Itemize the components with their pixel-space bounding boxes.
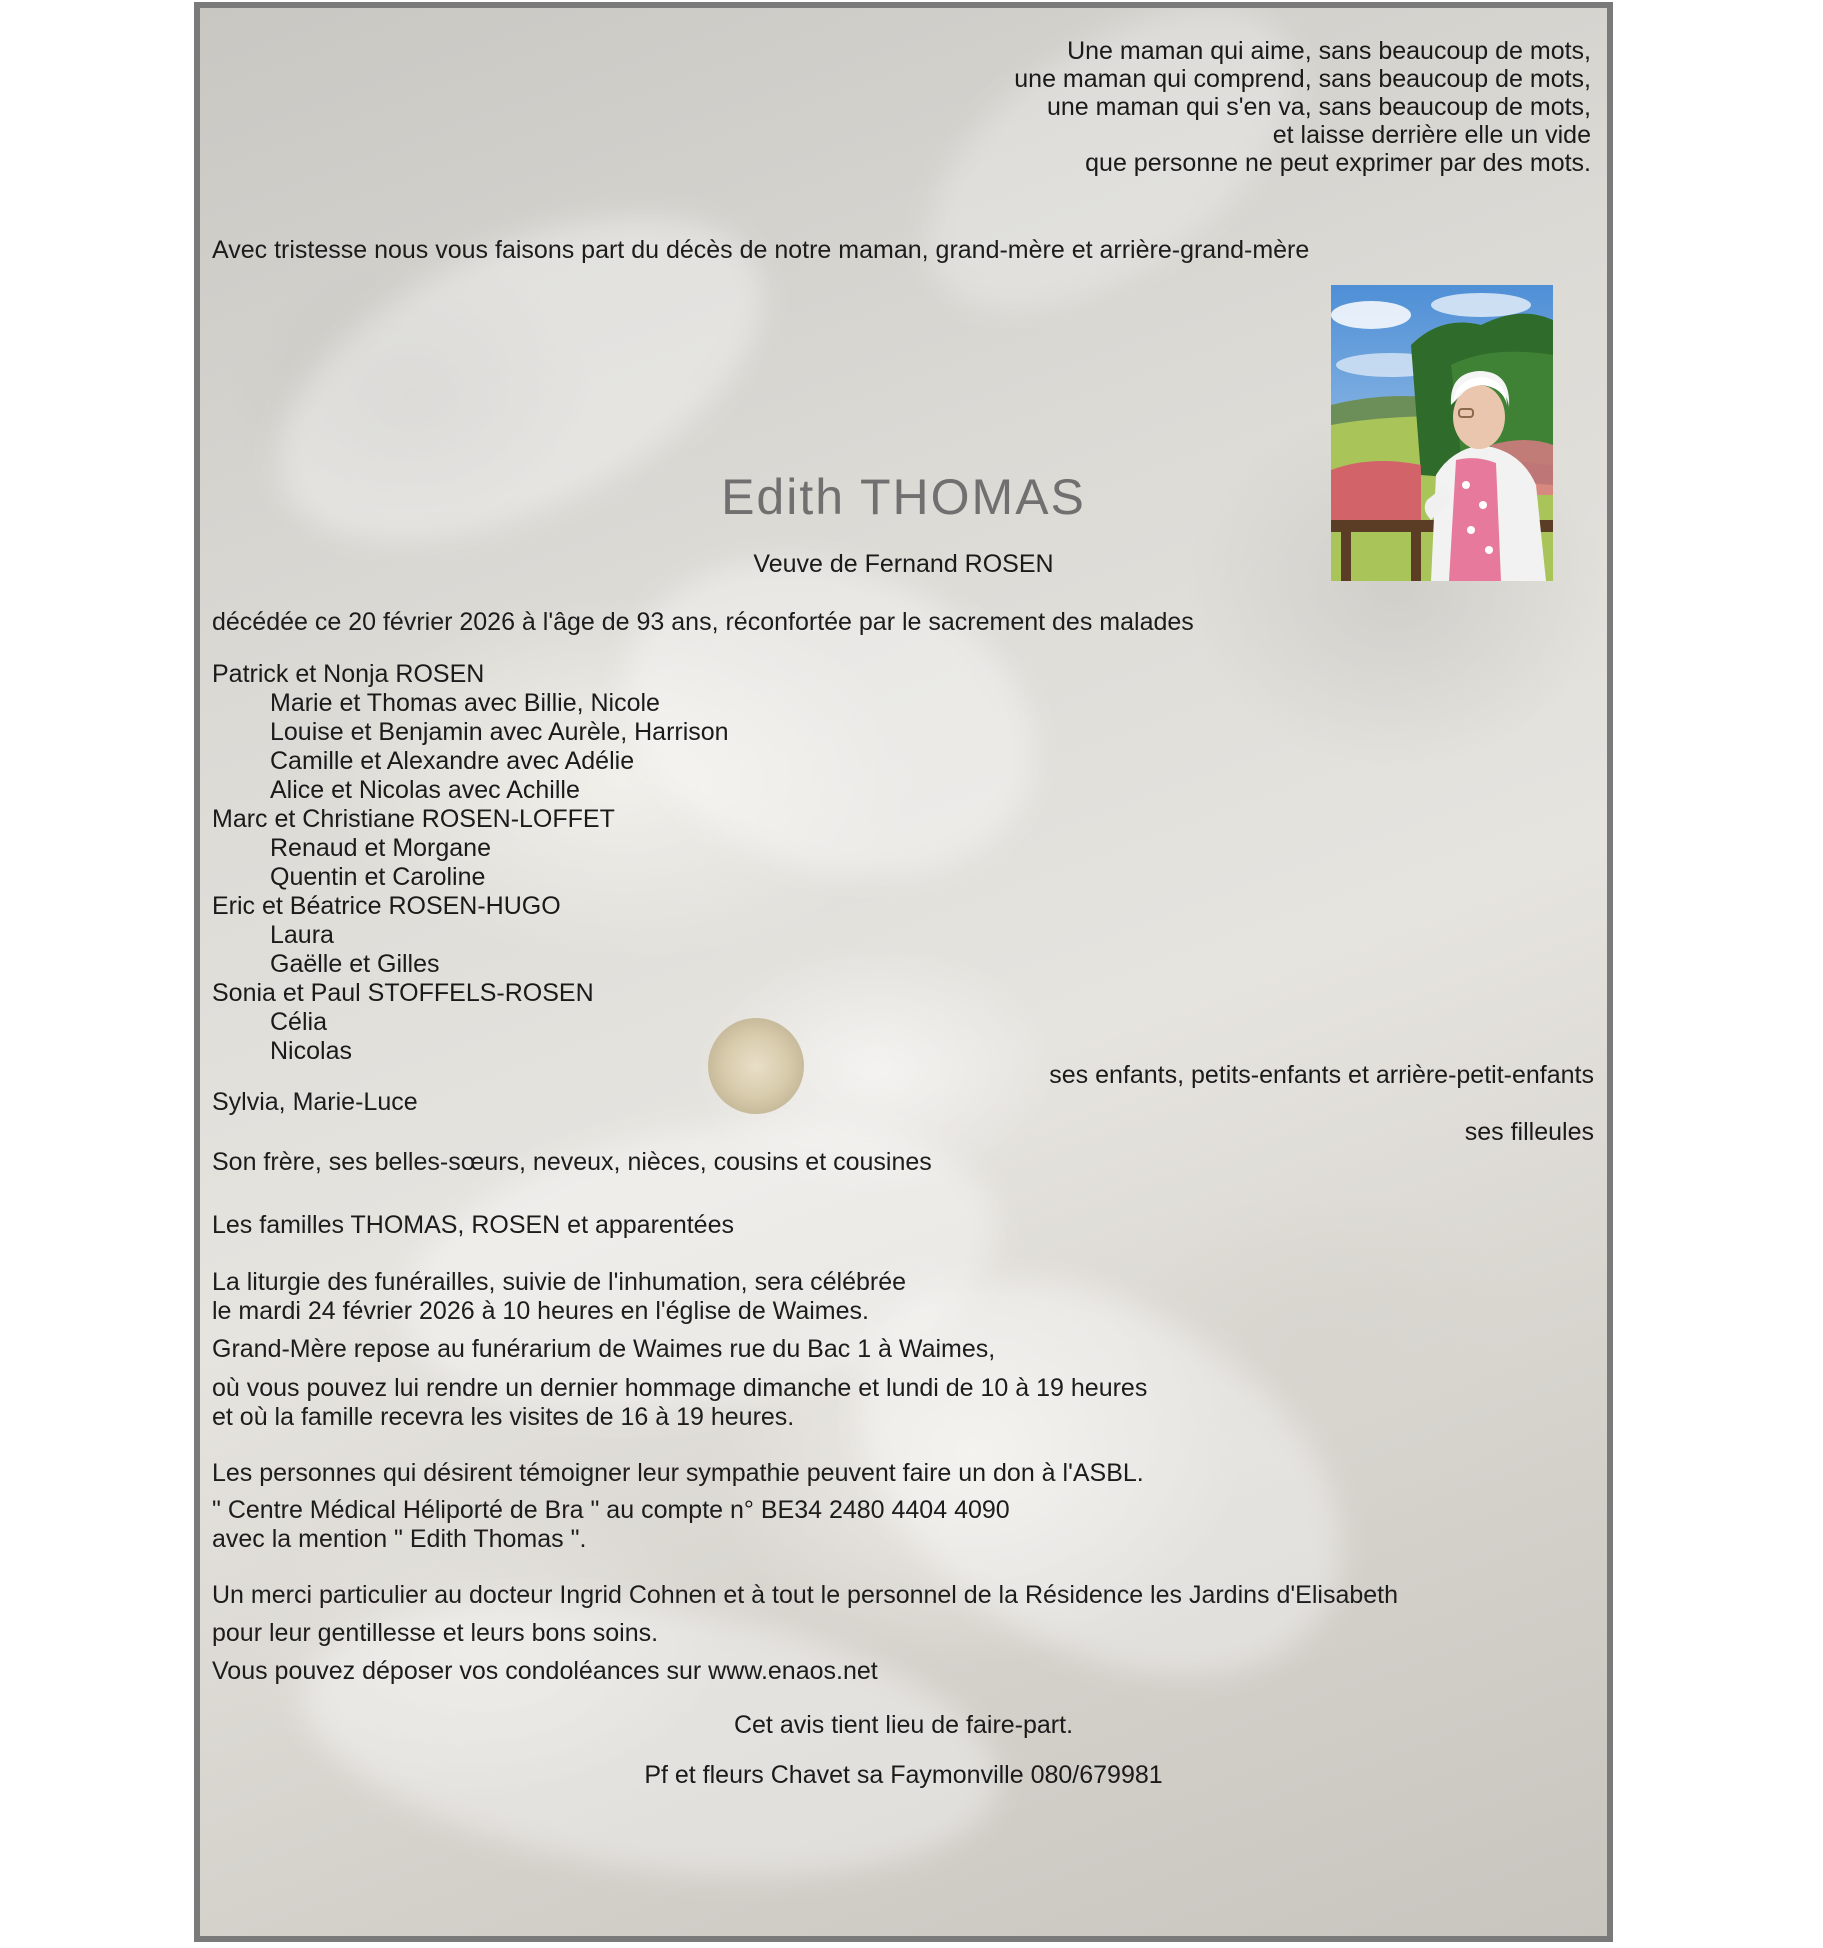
family-member: Marie et Thomas avec Billie, Nicole [270, 689, 660, 717]
family-list [212, 660, 729, 1066]
poem [1014, 37, 1591, 177]
poem-line: une maman qui s'en va, sans beaucoup de mots, [1047, 93, 1591, 121]
death-info: décédée ce 20 février 2026 à l'âge de 93 ans, réconfortée par le sacrement des malades [212, 608, 1194, 636]
notice-text: Cet avis tient lieu de faire-part. [733, 1711, 1074, 1739]
rest-text: Grand-Mère repose au funérarium de Waimes rue du Bac 1 à Waimes, [212, 1335, 996, 1363]
visit-text: où vous pouvez lui rendre un dernier hommage dimanche et lundi de 10 à 19 heures [212, 1374, 1148, 1402]
funeral-text: le mardi 24 février 2026 à 10 heures en l'église de Waimes. [212, 1297, 869, 1325]
deceased-name: Edith THOMAS [721, 469, 1086, 525]
poem-line: Une maman qui aime, sans beaucoup de mots, [1067, 37, 1591, 65]
background-petal [229, 150, 810, 605]
visit-text: et où la famille recevra les visites de 16 à 19 heures. [212, 1403, 795, 1431]
siblings-text: Son frère, ses belles-sœurs, neveux, nièces, cousins et cousines [212, 1148, 932, 1176]
family-member: Marc et Christiane ROSEN-LOFFET [212, 805, 615, 833]
family-member: Camille et Alexandre avec Adélie [270, 747, 635, 775]
donation-text: " Centre Médical Héliporté de Bra " au compte n° BE34 2480 4404 4090 [212, 1496, 1010, 1524]
condolences-text: Vous pouvez déposer vos condoléances sur www.enaos.net [212, 1657, 878, 1685]
family-member: Gaëlle et Gilles [270, 950, 440, 978]
poem-line: une maman qui comprend, sans beaucoup de mots, [1014, 65, 1591, 93]
portrait-photo [1331, 285, 1553, 581]
goddaughters-names: Sylvia, Marie-Luce [212, 1088, 418, 1116]
donation-text: Les personnes qui désirent témoigner leur sympathie peuvent faire un don à l'ASBL. [212, 1459, 1144, 1487]
family-member: Eric et Béatrice ROSEN-HUGO [212, 892, 561, 920]
funeral-home-text: Pf et fleurs Chavet sa Faymonville 080/679981 [644, 1761, 1163, 1789]
family-member: Renaud et Morgane [270, 834, 491, 862]
family-member: Alice et Nicolas avec Achille [270, 776, 580, 804]
family-member: Nicolas [270, 1037, 352, 1065]
spouse-text: Veuve de Fernand ROSEN [753, 550, 1054, 578]
obituary-card [194, 2, 1613, 1942]
donation-text: avec la mention " Edith Thomas ". [212, 1525, 587, 1553]
family-member: Quentin et Caroline [270, 863, 486, 891]
family-member: Sonia et Paul STOFFELS-ROSEN [212, 979, 594, 1007]
poem-line: et laisse derrière elle un vide [1272, 121, 1591, 149]
family-member: Patrick et Nonja ROSEN [212, 660, 485, 688]
family-member: Louise et Benjamin avec Aurèle, Harrison [270, 718, 729, 746]
thanks-text: Un merci particulier au docteur Ingrid Cohnen et à tout le personnel de la Résidence les Jardins d'Elisabeth [212, 1581, 1398, 1609]
funeral-text: La liturgie des funérailles, suivie de l'inhumation, sera célébrée [212, 1268, 907, 1296]
poem-line: que personne ne peut exprimer par des mots. [1085, 149, 1591, 177]
families-text: Les familles THOMAS, ROSEN et apparentées [212, 1211, 734, 1239]
family-member: Laura [270, 921, 334, 949]
family-member: Célia [270, 1008, 327, 1036]
thanks-text: pour leur gentillesse et leurs bons soins. [212, 1619, 659, 1647]
goddaughters-caption: ses filleules [1464, 1118, 1594, 1146]
family-caption: ses enfants, petits-enfants et arrière-petit-enfants [1049, 1061, 1594, 1089]
intro-text: Avec tristesse nous vous faisons part du décès de notre maman, grand-mère et arrière-grand-mère [212, 236, 1310, 264]
